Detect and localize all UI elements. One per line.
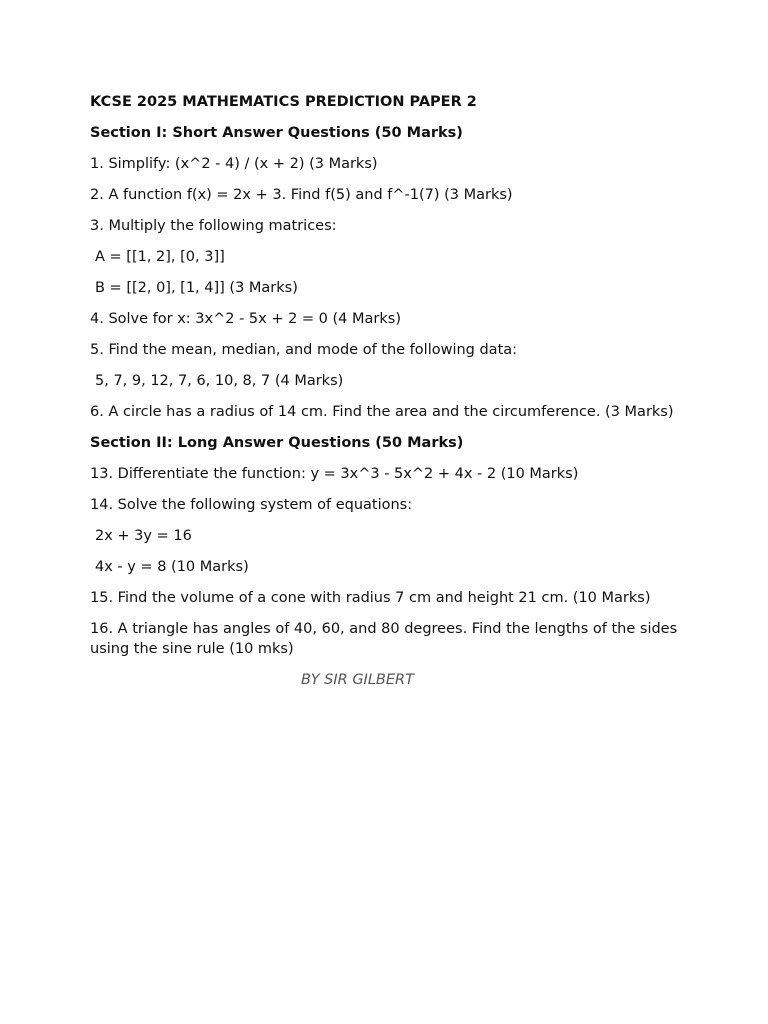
question-15: 15. Find the volume of a cone with radius 7 cm and height 21 cm. (10 Marks) — [90, 590, 651, 606]
document-body — [90, 92, 680, 701]
document-title: KCSE 2025 MATHEMATICS PREDICTION PAPER 2 — [90, 94, 477, 110]
question-6: 6. A circle has a radius of 14 cm. Find the area and the circumference. (3 Marks) — [90, 404, 674, 420]
author-credit: BY SIR GILBERT — [301, 672, 414, 688]
question-3-matrix-a: A = [[1, 2], [0, 3]] — [95, 249, 225, 265]
section-1-heading: Section I: Short Answer Questions (50 Marks) — [90, 125, 463, 141]
question-4: 4. Solve for x: 3x^2 - 5x + 2 = 0 (4 Marks) — [90, 311, 401, 327]
question-1: 1. Simplify: (x^2 - 4) / (x + 2) (3 Marks) — [90, 156, 378, 172]
question-5-data: 5, 7, 9, 12, 7, 6, 10, 8, 7 (4 Marks) — [95, 373, 344, 389]
section-2-heading: Section II: Long Answer Questions (50 Marks) — [90, 435, 464, 451]
question-3: 3. Multiply the following matrices: — [90, 218, 337, 234]
question-2: 2. A function f(x) = 2x + 3. Find f(5) and f^-1(7) (3 Marks) — [90, 187, 513, 203]
question-14: 14. Solve the following system of equations: — [90, 497, 413, 513]
question-14-equation-2: 4x - y = 8 (10 Marks) — [95, 559, 249, 575]
question-5: 5. Find the mean, median, and mode of the following data: — [90, 342, 518, 358]
question-14-equation-1: 2x + 3y = 16 — [95, 528, 192, 544]
question-13: 13. Differentiate the function: y = 3x^3 - 5x^2 + 4x - 2 (10 Marks) — [90, 466, 579, 482]
question-3-matrix-b: B = [[2, 0], [1, 4]] (3 Marks) — [95, 280, 298, 296]
question-16: 16. A triangle has angles of 40, 60, and 80 degrees. Find the lengths of the sides using the sine rule (10 mks) — [90, 621, 682, 657]
